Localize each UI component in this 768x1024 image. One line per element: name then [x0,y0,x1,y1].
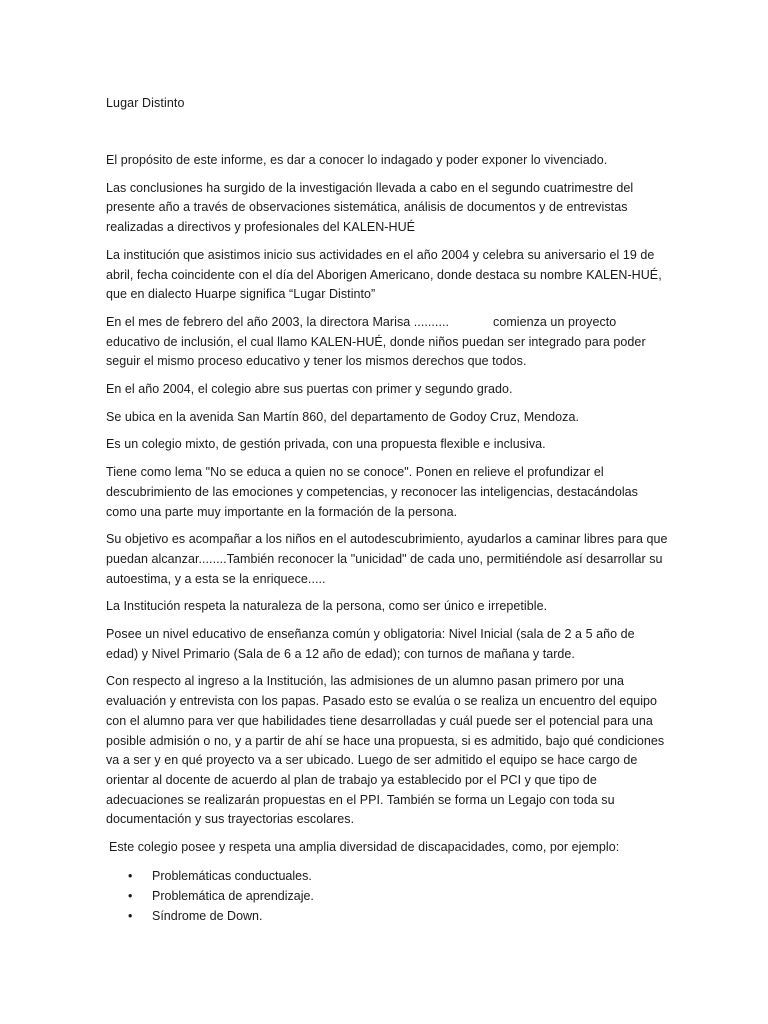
paragraph-founding-part1: En el mes de febrero del año 2003, la directora Marisa .......... [106,314,450,329]
paragraph-levels: Posee un nivel educativo de enseñanza común y obligatoria: Nivel Inicial (sala de 2 a 5 año de edad) y Nivel Primario (Sala de 6 a 12 año de edad); con turnos de mañana y tarde. [106,627,635,661]
list-item [128,866,668,886]
paragraph-objective: Su objetivo es acompañar a los niños en el autodescubrimiento, ayudarlos a caminar libres para que puedan alcanzar........También reconocer la "unicidad" de cada uno, permitiéndole así desarrollar su autoestima, y a esta se la enriquece..... [106,532,668,586]
list-item [128,906,668,926]
bullet-icon: • [128,888,133,903]
list-item-text: Síndrome de Down. [152,908,263,923]
paragraph-school-type: Es un colegio mixto, de gestión privada, con una propuesta flexible e inclusiva. [106,437,546,452]
paragraph-location: Se ubica en la avenida San Martín 860, del departamento de Godoy Cruz, Mendoza. [106,409,579,424]
list-item [128,886,668,906]
paragraph-opening: En el año 2004, el colegio abre sus puertas con primer y segundo grado. [106,382,513,397]
paragraph-founding [106,313,668,372]
paragraph-institution-history: La institución que asistimos inicio sus actividades en el año 2004 y celebra su aniversario el 19 de abril, fecha coincidente con el día del Aborigen Americano, donde destaca su nombre KALEN-HUÉ, que en dialecto Huarpe significa “Lugar Distinto” [106,247,662,302]
paragraph-respect: La Institución respeta la naturaleza de la persona, como ser único e irrepetible. [106,599,548,614]
bullet-icon: • [128,868,133,883]
paragraph-founding-part2: comienza un proyecto educativo de inclusión, el cual llamo KALEN-HUÉ, donde niños puedan ser integrado para poder seguir el mismo proceso educativo y tener los mismos derechos que todos. [106,314,646,369]
list-item-text: Problemáticas conductuales. [152,868,312,883]
paragraph-admissions: Con respecto al ingreso a la Institución, las admisiones de un alumno pasan primero por una evaluación y entrevista con los papas. Pasado esto se evalúa o se realiza un encuentro del equipo con el alumno para ver que habilidades tiene desarrolladas y cuál puede ser el potencial para una posible admisión o no, y a partir de ahí se hace una propuesta, si es admitido, bajo qué condiciones va a ser y en qué proyecto va a ser ubicado. Luego de ser admitido el equipo se hace cargo de orientar al docente de acuerdo al plan de trabajo ya establecido por el PCI y que tipo de adecuaciones se realizarán propuestas en el PPI. También se forma un Legajo con toda su documentación y sus trayectorias escolares. [106,674,665,827]
document-title: Lugar Distinto [106,96,185,110]
list-item-text: Problemática de aprendizaje. [152,888,314,903]
paragraph-motto: Tiene como lema "No se educa a quien no se conoce". Ponen en relieve el profundizar el descubrimiento de las emociones y competencias, y reconocer las inteligencias, destacándolas como una parte muy importante en la formación de la persona. [106,465,638,519]
bullet-icon: • [128,908,133,923]
paragraph-purpose: El propósito de este informe, es dar a conocer lo indagado y poder exponer lo vivenciado. [106,153,608,167]
disabilities-list [128,866,668,926]
paragraph-diversity: Este colegio posee y respeta una amplia diversidad de discapacidades, como, por ejemplo: [109,840,620,855]
paragraph-conclusions: Las conclusiones ha surgido de la investigación llevada a cabo en el segundo cuatrimestre del presente año a través de observaciones sistemática, análisis de documentos y de entrevistas realizadas a directivos y profesionales del KALEN-HUÉ [106,180,634,235]
